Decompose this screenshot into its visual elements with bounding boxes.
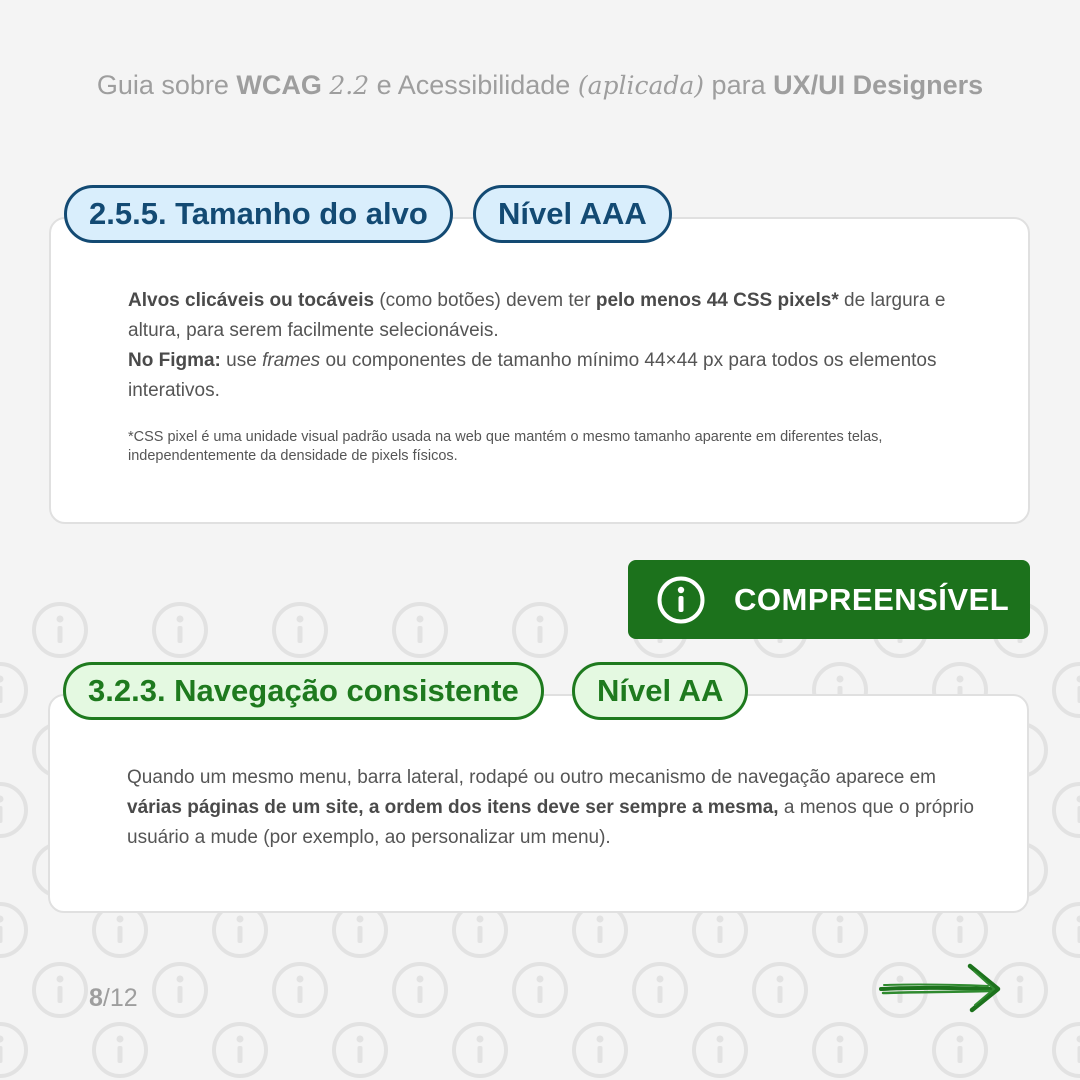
page-total: /12: [102, 984, 138, 1012]
page-current: 8: [89, 984, 103, 1012]
level-badge: Nível AAA: [473, 185, 672, 243]
css-pixel-footnote: *CSS pixel é uma unidade visual padrão usada na web que mantém o mesmo tamanho aparente em diferentes telas, independentemente da densidade de pixels físicos.: [128, 429, 883, 464]
principle-banner: [628, 560, 1030, 639]
criterion-description: Quando um mesmo menu, barra lateral, rodapé ou outro mecanismo de navegação aparece em várias páginas de um site, a ordem dos itens deve ser sempre a mesma, a menos que o próprio usuário a mude (por exemplo, ao personalizar um menu).: [127, 767, 974, 848]
principle-label: COMPREENSÍVEL: [734, 582, 1010, 617]
criterion-title-pill: 2.5.5. Tamanho do alvo: [64, 185, 453, 243]
level-badge: Nível AA: [572, 662, 748, 720]
next-arrow-icon[interactable]: [878, 962, 1003, 1014]
page-counter: [89, 984, 138, 1013]
criterion-description: Alvos clicáveis ou tocáveis (como botões) devem ter pelo menos 44 CSS pixels* de largura e altura, para serem facilmente selecionáveis. No Figma: use frames ou componentes de tamanho mínimo 44×44 px para todos os elementos interativos.: [128, 290, 946, 401]
criterion-title-pill: 3.2.3. Navegação consistente: [63, 662, 544, 720]
page-header: Guia sobre WCAG 2.2 e Acessibilidade (aplicada) para UX/UI Designers: [96, 70, 984, 100]
info-circle-icon: [656, 575, 706, 625]
